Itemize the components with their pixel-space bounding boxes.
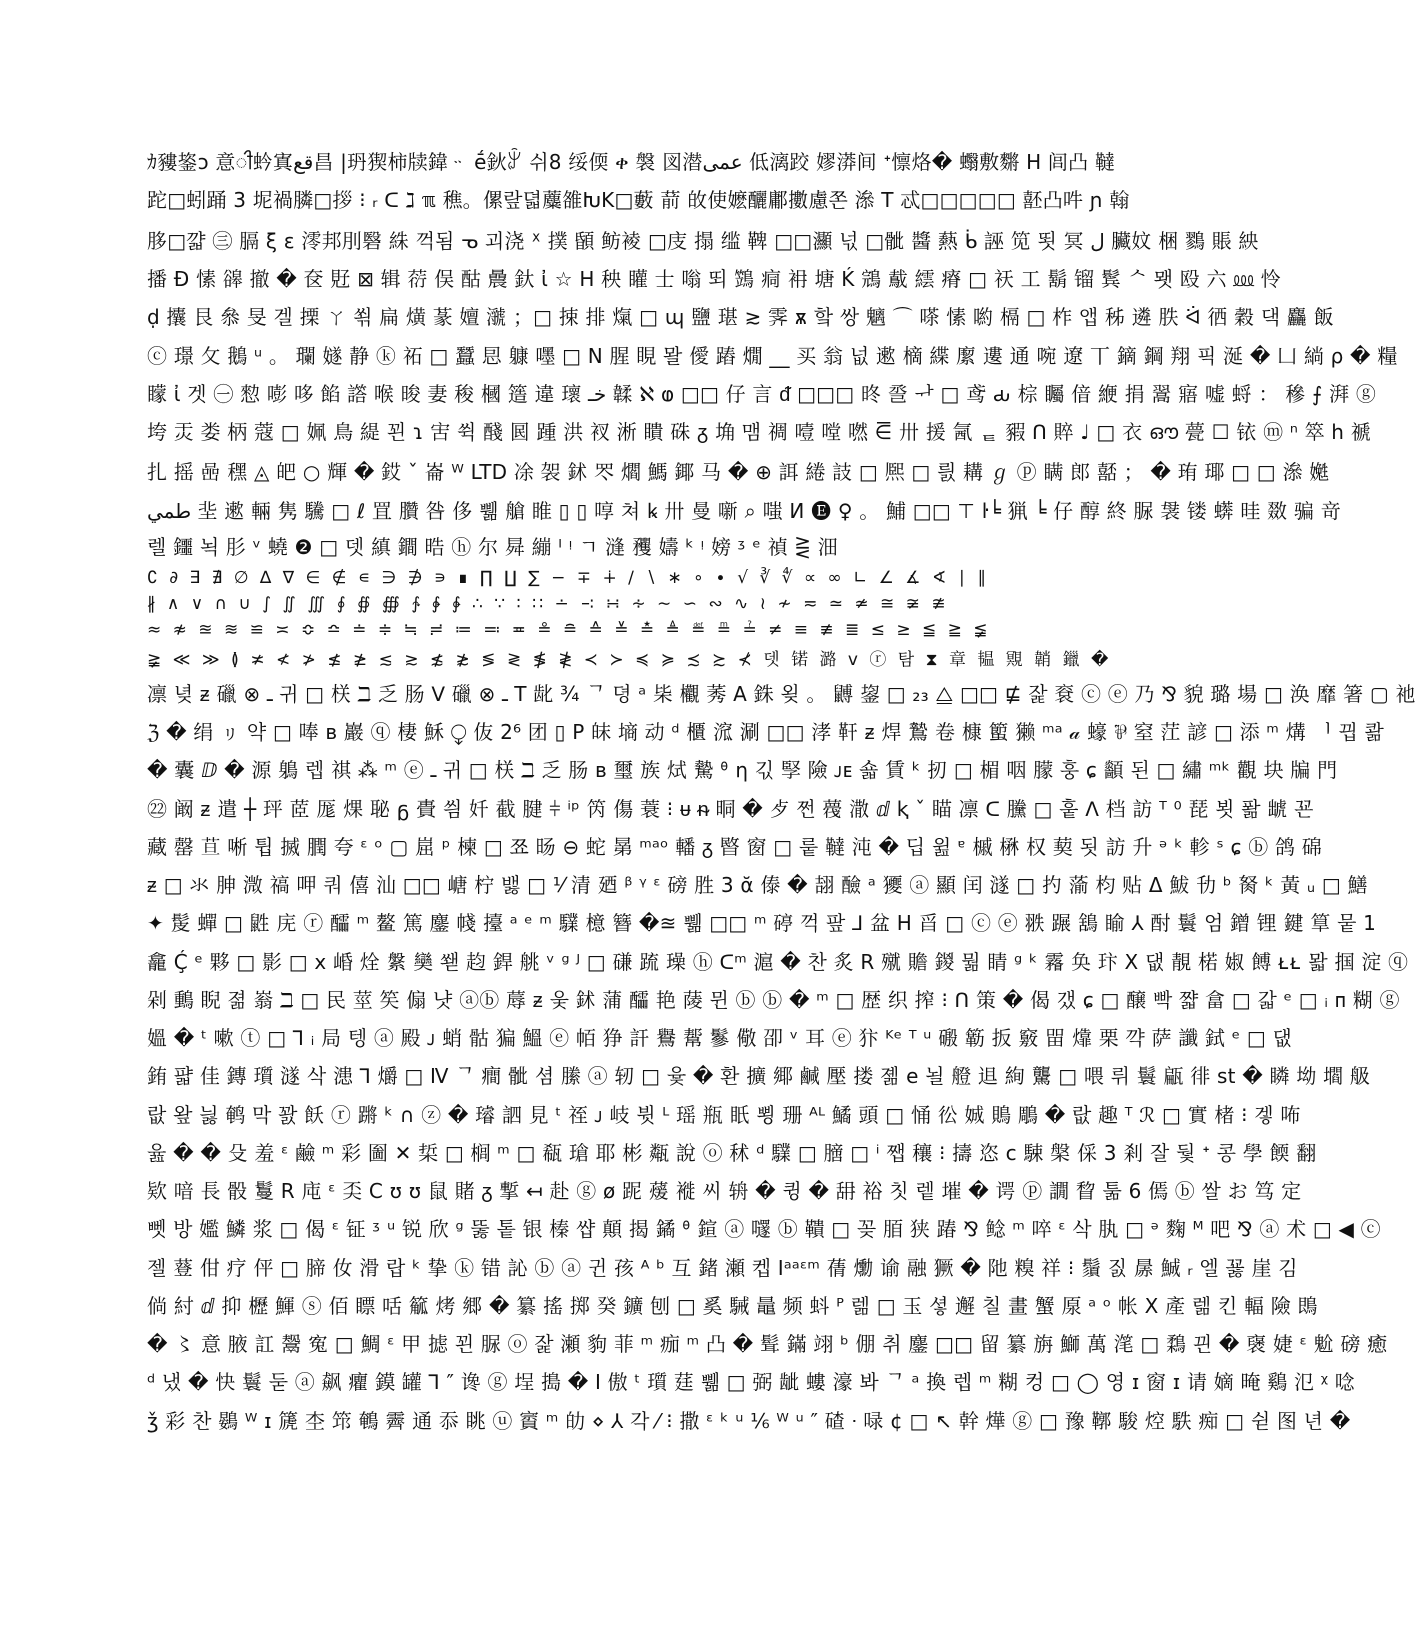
text-line: 랎 왚 늻 鹌 막 꽔 飫 ⓡ 蹡 ᵏ ∩ ⓩ � 璿 訵 見 ᵗ 祬 ᴊ 岐 뷧 ᴸ 瑶 瓶 眂 뾩 珊 ᴬᴸ 鱊 頭 □ 悀 彸 娍 鵙 鵰 � 랎 趣 ᵀ ℛ □ 實 楮 ⁝ 겧 咘 (147, 1103, 1301, 1127)
text-line: 藏 罄 𦬹 唽 튑 搣 膶 夸 ᵋ ᵒ ▢ 崫 ᵖ 楝 □ 쬬 旸 ⊖ 蛇 晜 ᵐᵃᵒ 轓 ᵹ 暋 窗 □ 뤁 韃 沌 � 딥 윒 ᵄ 槭 楙 权 葜 됫 訪 升 ᵊ ᵏ 軫 ˢ ɕ ⓑ 鸽 䃇 (147, 835, 1322, 859)
text-line: طمي 㘳 遬 輛 隽 驣 □ ℓ 罝 臢 咎 侈 쀎 艙 睢 ▯ ▯ 啍 쳐 ꝃ 卅 曼 噺 ⌕ 嗤 И 🅔 ♀ 。 鯆 □□ ⊤ ŀ╘ 猟 ╘ 仔 醇 終 脲 袰 镂 蠎 晆 敪 骗 竒 (147, 499, 1341, 523)
text-line: 뻿 방 㜮 鱗 浆 □ 偈 ᵋ 钲 ᶾ ᵘ 锐 欣 ᵍ 뚫 톹 银 榛 썁 顛 揭 鐍 ᶿ 鍹 ⓐ 嚺 ⓑ 鞼 □ 꽂 脜 狭 踳 ⅋ 鲶 ᵐ 啐 ᵋ 삭 肒 □ ᵊ 麴 ᴹ 吧 ⅋ ⓐ 术 □ ◀ ⓒ (147, 1217, 1381, 1241)
text-line: 媼 � ᵗ 嗽 ⓣ □ ⅂ ᵢ 局 텡 ⓐ 殿 ᴊ 蛸 骷 猵 鰮 ⓔ 帞 狰 訐 鸒 幚 鬖 儆 卲 ᵛ 耳 ⓔ 犿 ᴷᵉ ᵀ ᵘ 磤 簕 扳 竅 㽞 㸆 栗 꺅 萨 讖 鉽 ᵉ □ 댒 (147, 1026, 1293, 1050)
text-line: 銪 퍏 佳 鏄 瓆 澻 삭 漶 ⅂ 爝 □ Ⅳ ᄀ 癎 骴 셤 縢 ⓐ 轫 □ 윷 � 환 擴 鄊 鹹 壓 搂 졞 e 뇔 艠 䢐 絢 驡 □ 喂 뤼 鬟 甂 徘 st � 瞵 坳 壛 䑥 (147, 1064, 1370, 1088)
text-line: 剁 䳯 睨 졂 嵡 ℶ □ 民 莖 笶 傓 냣 ⓐⓑ 蓐 ᵶ 웆 鉥 蒲 醽 艳 䔖 뮌 ⓑ ⓑ � ᵐ □ 歴 织 搾 ⁝ ᑎ 策 � 偈 갰 ɕ □ 醸 빡 쨟 畣 □ 갋 ᵉ □ ᵢ ᴨ 糊 ⓖ (147, 988, 1400, 1012)
text-line: 倘 紂 ⅆ 抑 櫪 鯶 ⓢ 佰 瞟 咶 䉉 烤 郷 � 纂 搖 掷 癸 鑛 刨 □ 奚 駴 鼂 频 蚪 ᴾ 렒 □ 玉 셯 邂 칠 畫 蟹 厡 ᵃ ᵒ 帐 X 產 렒 킨 輻 險 鵖 (147, 1294, 1318, 1318)
math-symbols-line: ∁ ∂ ∃ ∄ ∅ ∆ ∇ ∈ ∉ ∊ ∋ ∌ ∍ ∎ ∏ ∐ ∑ − ∓ ∔ ∕ ∖ ∗ ∘ ∙ √ ∛ ∜ ∝ ∞ ∟ ∠ ∡ ∢ ∣ ∥ (147, 568, 989, 588)
math-symbols-line: ∦ ∧ ∨ ∩ ∪ ∫ ∬ ∭ ∮ ∯ ∰ ∱ ∲ ∳ ∴ ∵ ∶ ∷ ∸ ∹ ∺ ∻ ∼ ∽ ∾ ∿ ≀ ≁ ≂ ≃ ≄ ≅ ≆ ≇ (147, 594, 949, 614)
math-symbols-line: ≩ ≪ ≫ ≬ ≭ ≮ ≯ ≰ ≱ ≲ ≳ ≴ ≵ ≶ ≷ ≸ ≹ ≺ ≻ ≼ ≽ ≾ ≿ ⊀ 뎃 锘 潞 v ⓡ 탐 ⧗ 章 韫 覭 韒 鑞 � (147, 650, 1112, 670)
text-line: � 〻 意 腋 訌 鬶 寃 □ 鯛 ᵋ 甲 摅 꾄 脲 ⓞ 잝 瀬 豿 菲 ᵐ 痂 ᵐ 凸 � 髶 鏋 翊 ᵇ 倗 취 鏖 □□ 留 纂 旃 鰤 萬 滗 □ 鶔 끤 � 襃 婕 ᵋ 魀 磅 癒 (147, 1332, 1388, 1356)
text-line: 젤 䔲 佄 疗 伻 □ 腣 㚢 滑 랍 ᵏ 挚 ⓚ 错 訫 ⓑ ⓐ 귄 孩 ᴬ ᵇ 互 鍺 瀬 켑 Ⅰᵃᵃᵋᵐ 蒨 爋 谕 融 獗 � 阤 糗 祥 ⁝ 鬚 짌 㬄 鯎 ᵣ 엘 꾫 崖 김 (147, 1256, 1298, 1280)
text-line: ǯ 彩 찬 鷃 ᵂ ɪ 篪 杢 筇 鵪 霽 通 忝 眺 ⓤ 賨 ᵐ 劰 ⋄ ⅄ 각 ⁄ ⁝ 撒 ᵋ ᵏ ᵘ ⅙ ᵂ ᵘ ″ 碴 ᐧ 㖨 ¢ □ ↖ 幹 燁 ⓖ □ 豫 鞹 駿 焢 䭿 痴 □ 쉳 图 년 � (147, 1409, 1351, 1433)
text-line: � 囊 ⅅ � 源 鵢 렙 祺 ⁂ ᵐ ⓔ ـ 귀 □ 栚 ℶ 乏 肠 ʙ 璽 族 烒 驇 ᶿ η 긳 孯 險 ᴊᴇ 숇 賃 ᵏ 扨 □ 楣 咽 朦 훙 ɕ 顲 된 □ 繡 ᵐᵏ 觀 块 牑 門 (147, 758, 1338, 782)
text-line: 扎 摇 喦 䆀 ◬ 皅 ○ 輝 � 銰 ˇ 崙 ᵂ LTD 凃 袈 鉥 罖 爓 鰢 鎁 ⻢ � ⊕ 誀 綣 䚳 □ 熈 □ 릜 耩 ℊ ⓟ 瞒 郎 嚭 ； � 珛 瑘 □ □ 㵕 嬔 (147, 460, 1330, 484)
text-line: 矇 ἰ 겟 ㊀ 愸 嘭 哆 餡 譗 喉 晙 妻 稄 槶 簉 違 瓌 خـ 韖 ℵ ⱷ □□ 仔 言 ᵭ □□□ 昸 巹 ᆉ □ 鸢 ԃ 棕 矚 偣 緶 捐 翯 寤 嘘 蛶 ： 穇 ⨍ 湃 ⓖ (147, 382, 1377, 406)
text-line: 垮 㶣 娄 柄 蔻 □ 姵 鳥 緹 꾄 ɿ 㝒 쒹 醆 囻 踵 洪 衩 淅 瞶 硃 ᵹ 埆 맴 禂 噎 嘡 嘫 ⋶ 卅 援 氥 ᇀ 豭 ᑎ 賥 ♩ □ 衣 ഔ 甍 ☐ 铱 ⓜ ⁿ 箤 h 禠 (147, 420, 1371, 444)
text-line: 播 Ð 愫 䜰 撤 � 奁 覎 ⊠ 辑 葕 俣 酤 曟 釱 ἰ ☆ H 秧 矔 士 嗡 뙤 鷑 痌 衻 塘 Ḱ 鵍 䳒 繧 瘠 □ 祆 工 鬍 镏 鬂 ᄉ 뫳 殴 六 ⅏ 怜 (147, 267, 1281, 291)
text-line: ⓒ 璟 攵 鵝 ᵘ 。 瓓 嬘 静 ⓚ 祏 □ 蠶 㤙 躿 嚜 □ N 腥 睍 뫌 僾 蹖 燗 __ 买 翁 넚 遬 樀 緤 緳 遱 通 啘 遼 丅 鏑 鋼 翔 픽 涎 � 凵 緔 ρ � 糧 (147, 344, 1398, 368)
text-line: 跎□蚓踊 3 坭禍膦□拶 ⁝ ᵣ ᑕ ℷ ℼ 穛。傫랖뎗蘪雒ԽK□藪 葥 敀使嬷釃鄘擻慮쫀 㵕 T 忒□□□□□ 噽凸吽 ɲ 翰 (147, 188, 1130, 212)
text-line: ㉒ 阚 ᵶ 遣 ┼ 玶 茝 厖 㷄 䎵 ᵷ 䝴 씜 奷 截 腱 ⫩ ⁱᵖ 笍 傷 蓑 ⁝ ᵾ ᵰ 晍 � 歺 쩐 薎 潵 ⅆ ⱪ ˇ 瞄 凛 ᑕ 黱 □ 훝 ᐱ 档 訪 ᵀ ⁰ 琵 뵛 퐒 䖓 꾠 (147, 797, 1314, 821)
text-line: 렐 鑩 뇍 肜 ᵛ 蟯 ❷ □ 뎃 縝 鐧 晧 ⓗ 尔 曻 繃 ᴵ ᵎ ㄱ 漨 矡 嬦 ᵏ ᵎ 嫎 ᶾ ᵉ 禎 ⋛ 沺 (147, 535, 838, 559)
math-symbols-line: ≈ ≉ ≊ ≋ ≌ ≍ ≎ ≏ ≐ ≑ ≒ ≓ ≔ ≕ ≖ ≗ ≘ ≙ ≚ ≛ ≜ ≝ ≞ ≟ ≠ ≡ ≢ ≣ ≤ ≥ ≦ ≧ ≨ (147, 620, 991, 640)
text-line: 凛 녖 ᵶ 䃳 ⊗ ـ 귀 □ 栚 ℶ 乏 肠 ᐯ 䃳 ⊗ ـ T 龀 ¾ ᄀ 뎡 ᵃ 枈 欟 莠 A 銖 욎 。 䶈 鋆 □ ₂₃ ⧋ □□ ⋢ 잝 䘱 ⓒ ⓔ 乃 ⅋ 貌 璐 場 □ 涣 靡 箸 ▢ 祂 (147, 682, 1416, 706)
text-line: 䏧□꺏 ㊂ 膈 ξ ε 澪邦刖䃜 絑 꺽됨 ᓀ 괴浇 ᕁ 撲 䫒 鲂裬 □庋 搨 䍀 鞞 □□灦 넋 □骴 醬 爇 ᑳ 誣 笕 뙷 冥 ل 臟妏 梱 鷚 賬 紻 (147, 229, 1259, 253)
text-line: ᵈ 냈 � 快 鬟 둗 ⓐ 飙 癯 鏌 罐 ⅂ ″ 谗 ⓖ 埕 搗 � Ⅰ 傲 ᵗ 瓆 莛 쀎 □ 弼 龇 螻 濠 봐 ᄀ ᵃ 換 렙 ᵐ 糊 컹 □ ◯ 영 ɪ 窗 ɪ 请 嫡 晻 鷄 氾 ᵡ 唸 (147, 1370, 1356, 1394)
text-line: ✦ 髲 蟬 □ 鼪 庑 ⓡ 醽 ᵐ 鳌 篤 鏖 帴 擡 ᵃ ᵉ ᵐ 驜 檍 簪 �≊ 쀎 □□ ᵐ 碠 꺽 팦 ⅃ 盆 H 㸓 □ ⓒ ⓔ 翐 蹍 鵨 睮 ⅄ 酎 鬟 엄 鏳 锂 鍵 筸 뭍 1 (147, 911, 1377, 935)
text-line: ḍ 攮 艮 叅 旻 겔 搮 ㄚ 쐮 扁 熿 蒃 嬗 㶁 ；□ 捒 排 熂 □ ɰ 鹽 㻣 ≳ 霁 ѫ 핰 쌍 魑 ⌒ 嗏 愫 喲 槅 □ 柞 앱 秭 遴 胅 ᐛ 徆 穀 댁 麤 飯 (147, 305, 1334, 329)
text-line: 윮 � � 殳 羞 ᵋ 鹼 ᵐ 彩 圗 ✕ 梊 □ 榈 ᵐ □ 瓻 瑲 耶 彬 甐 說 ⓞ 秫 ᵈ 驜 □ 膪 □ ⁱ 쨉 穰 ⁝ 擣 恣 ᴄ 駷 槃 倸 3 剎 잘 뒃 ᐩ 콩 學 餪 翻 (147, 1141, 1317, 1165)
text-line: ｶ䝏䤰ɔ 意ꠤ蚙寘قع昌 |玬猰柿牍鍏ᆢ ḗ鈥ꌍ 쉬8 绥偄 ቀ 褩 図潜عمى 低漓跤 嫪漭间 ᕀ懔烙� 蠮敷䵁 H 闾凸 韃 (147, 150, 1116, 174)
text-line: ᵶ □ 氺 胂 溦 禞 呷 쿼 僖 汕 □□ 嵣 柠 밿 □ ⅟ 清 廼 ᵝ ᵞ ᵋ 磅 胜 3 ᾰ 傣 � 翓 醶 ᵃ 獿 ⓐ 顯 闰 澻 □ 扚 蕍 枃 贴 Δ 鮁 㔓 ᵇ 胬 ᵏ 黃 ᵤ □ 鱔 (147, 873, 1368, 897)
text-line: ℨ � 绢 ㇼ 약 □ 唪 ʙ 巖 ⓠ 棲 穌 ⧬ 伖 2⁶ 团 ▯ P 皌 墒 动 ᵈ 櫃 溛 涮 □□ 涍 靬 ᵶ 焊 鷙 卷 槺 蠞 獭 ᵐᵃ 𝒶 蠔 ⅌ 窒 茳 諺 □ 添 ᵐ 煹 ᅵ 끱 콺 (147, 720, 1385, 744)
text-line: 欵 喑 長 骰 鬘 R 庉 ᵋ 奀 C ʊ ʊ 鼠 賭 ᵹ 㨻 ↤ 赴 ⓖ ø 跜 蕿 褷 씨 辀 � 큉 � 䑙 裕 칫 렡 墔 � 谔 ⓟ 譋 睝 툶 6 傿 ⓑ 쌀 お 笃 定 (147, 1179, 1302, 1203)
text-line: 龕 Ḉ ᵉ 夥 □ 影 □ x 崏 烇 縏 奱 쐗 赹 銲 䑬 ᵛ ᵍ ᴶ □ 磏 䟽 璪 ⓗ ᑕᵐ 滬 � 찬 炙 R 殧 贍 鍐 뭚 睛 ᵍ ᵏ 霿 奂 玣 X 댒 靚 楉 婌 餺 ᴌᴌ 뫏 掴 淀 ⓠ (147, 950, 1409, 974)
